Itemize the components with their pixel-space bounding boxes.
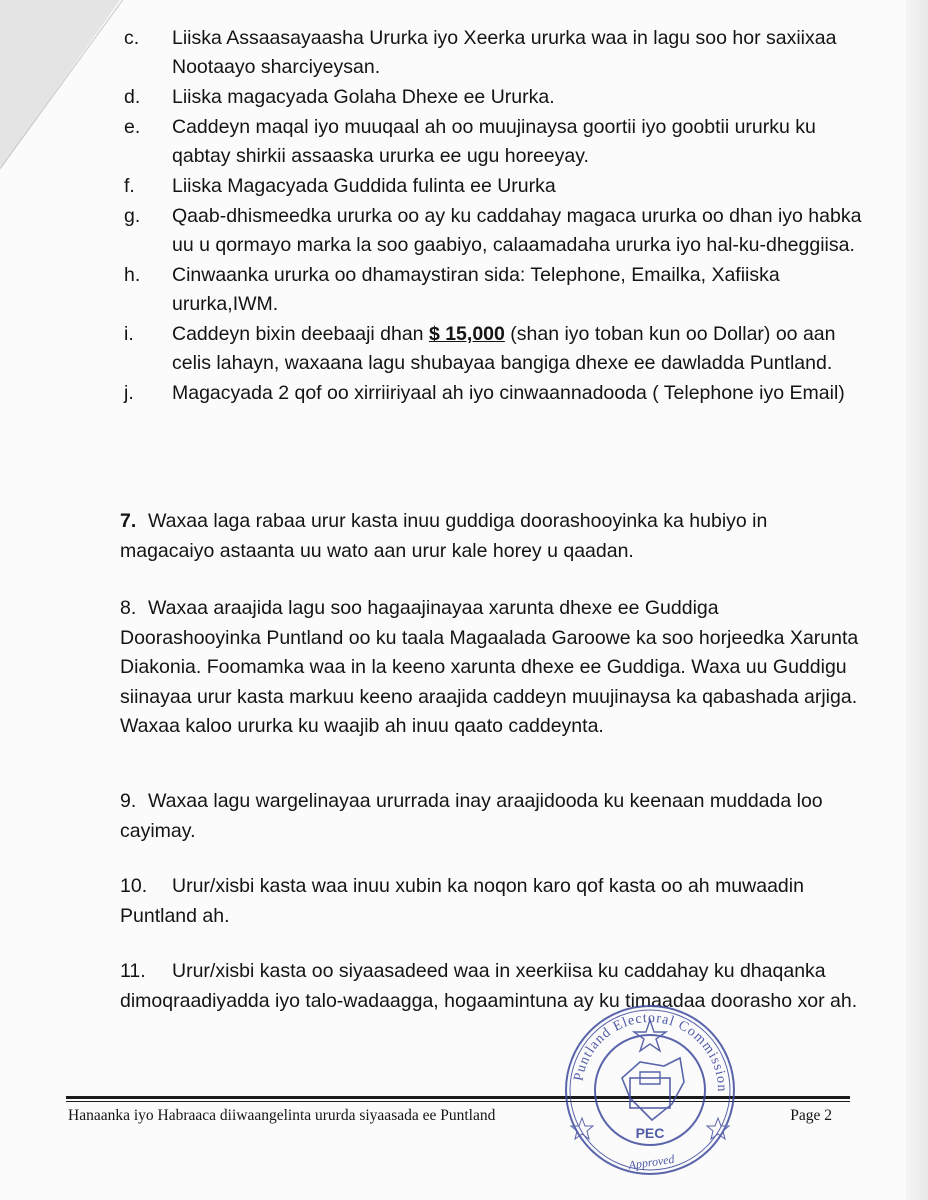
stamp-approved-text: Approved: [627, 1151, 676, 1173]
list-marker: d.: [124, 86, 141, 108]
paragraph-8: [120, 594, 860, 742]
paragraph-text: Waxaa lagu wargelinayaa ururrada inay araajidooda ku keenaan muddada loo cayimay.: [120, 790, 823, 842]
list-item-g: [124, 202, 864, 260]
list-marker: f.: [124, 175, 135, 197]
list-item-text: Liiska Assaasayaasha Ururka iyo Xeerka ururka waa in lagu soo hor saxiixaa Nootaayo sharciyeysan.: [172, 27, 837, 78]
list-marker: e.: [124, 116, 141, 138]
electoral-commission-stamp: [560, 1000, 740, 1180]
paragraph-number: 9.: [120, 790, 137, 812]
page-edge-shadow: [906, 0, 928, 1200]
list-marker: g.: [124, 205, 141, 227]
requirements-list: [124, 24, 864, 409]
list-item-e: [124, 113, 864, 171]
list-item-text: Magacyada 2 qof oo xirriiriyaal ah iyo cinwaannadooda ( Telephone iyo Email): [172, 382, 845, 404]
stamp-center-text: PEC: [635, 1125, 665, 1141]
paragraph-text: Urur/xisbi kasta oo siyaasadeed waa in xeerkiisa ku caddahay ku dhaqanka dimoqraadiyadda iyo talo-wadaagga, hogaamintuna ay ku timaadaa doorasho xor ah.: [120, 960, 858, 1012]
list-item-text: Liiska Magacyada Guddida fulinta ee Ururka: [172, 175, 556, 197]
paragraph-10: [120, 872, 860, 931]
list-item-d: [124, 83, 864, 112]
list-marker: j.: [124, 382, 134, 404]
paragraph-number: 7.: [120, 510, 137, 532]
paragraph-9: [120, 787, 860, 846]
paragraph-number: 11.: [120, 960, 146, 982]
list-item-c: [124, 24, 864, 82]
footer-title: Hanaanka iyo Habraaca diiwaangelinta ururda siyaasada ee Puntland: [68, 1107, 496, 1124]
list-item-i: [124, 320, 864, 378]
list-item-text-after: (shan iyo toban kun oo Dollar) oo aan celis lahayn, waxaana lagu shubayaa bangiga dhexe ee dawladda Puntland.: [172, 323, 836, 374]
deposit-amount: $ 15,000: [428, 323, 505, 345]
paragraph-text: Urur/xisbi kasta waa inuu xubin ka noqon karo qof kasta oo ah muwaadin Puntland ah.: [120, 875, 804, 927]
list-marker: h.: [124, 264, 141, 286]
list-item-text-before: Caddeyn bixin deebaaji dhan: [172, 323, 429, 345]
list-item-h: [124, 261, 864, 319]
list-item-f: [124, 172, 864, 201]
paragraph-text: Waxaa araajida lagu soo hagaajinayaa xarunta dhexe ee Guddiga Doorashooyinka Puntland oo ku taala Magaalada Garoowe ka soo horjeedka Xarunta Diakonia. Foomamka waa in la keeno xarunta dhexe ee Guddiga. Waxa uu Guddigu siinayaa urur kasta markuu keeno araajida caddeyn muujinaysa ka qabashada arjiga. Waxaa kaloo ururka ku waajib ah inuu qaato caddeynta.: [120, 597, 859, 737]
paragraph-11: [120, 957, 860, 1016]
paragraph-number: 8.: [120, 597, 137, 619]
list-item-j: [124, 379, 864, 408]
list-item-text: Caddeyn maqal iyo muuqaal ah oo muujinaysa goortii iyo goobtii ururku ku qabtay shirkii assaaska ururka ee ugu horeeyay.: [172, 116, 816, 167]
list-item-text: Cinwaanka ururka oo dhamaystiran sida: Telephone, Emailka, Xafiiska ururka,IWM.: [172, 264, 780, 315]
stamp-ring-text: Puntland Electoral Commission: [571, 1010, 730, 1093]
paragraph-number: 10.: [120, 875, 148, 897]
paragraph-7: [120, 507, 860, 566]
list-item-text: Qaab-dhismeedka ururka oo ay ku caddahay magaca ururka oo dhan iyo habka uu u qormayo marka la soo gaabiyo, calaamadaha ururka iyo hal-ku-dheggiisa.: [172, 205, 862, 256]
page-number: Page 2: [790, 1107, 832, 1124]
stamp-seal: [560, 1000, 740, 1180]
list-marker: c.: [124, 27, 140, 49]
list-item-text: Liiska magacyada Golaha Dhexe ee Ururka.: [172, 86, 555, 108]
list-marker: i.: [124, 323, 134, 345]
paragraph-text: Waxaa laga rabaa urur kasta inuu guddiga doorashooyinka ka hubiyo in magacaiyo astaanta uu wato aan urur kale horey u qaadan.: [120, 510, 768, 562]
